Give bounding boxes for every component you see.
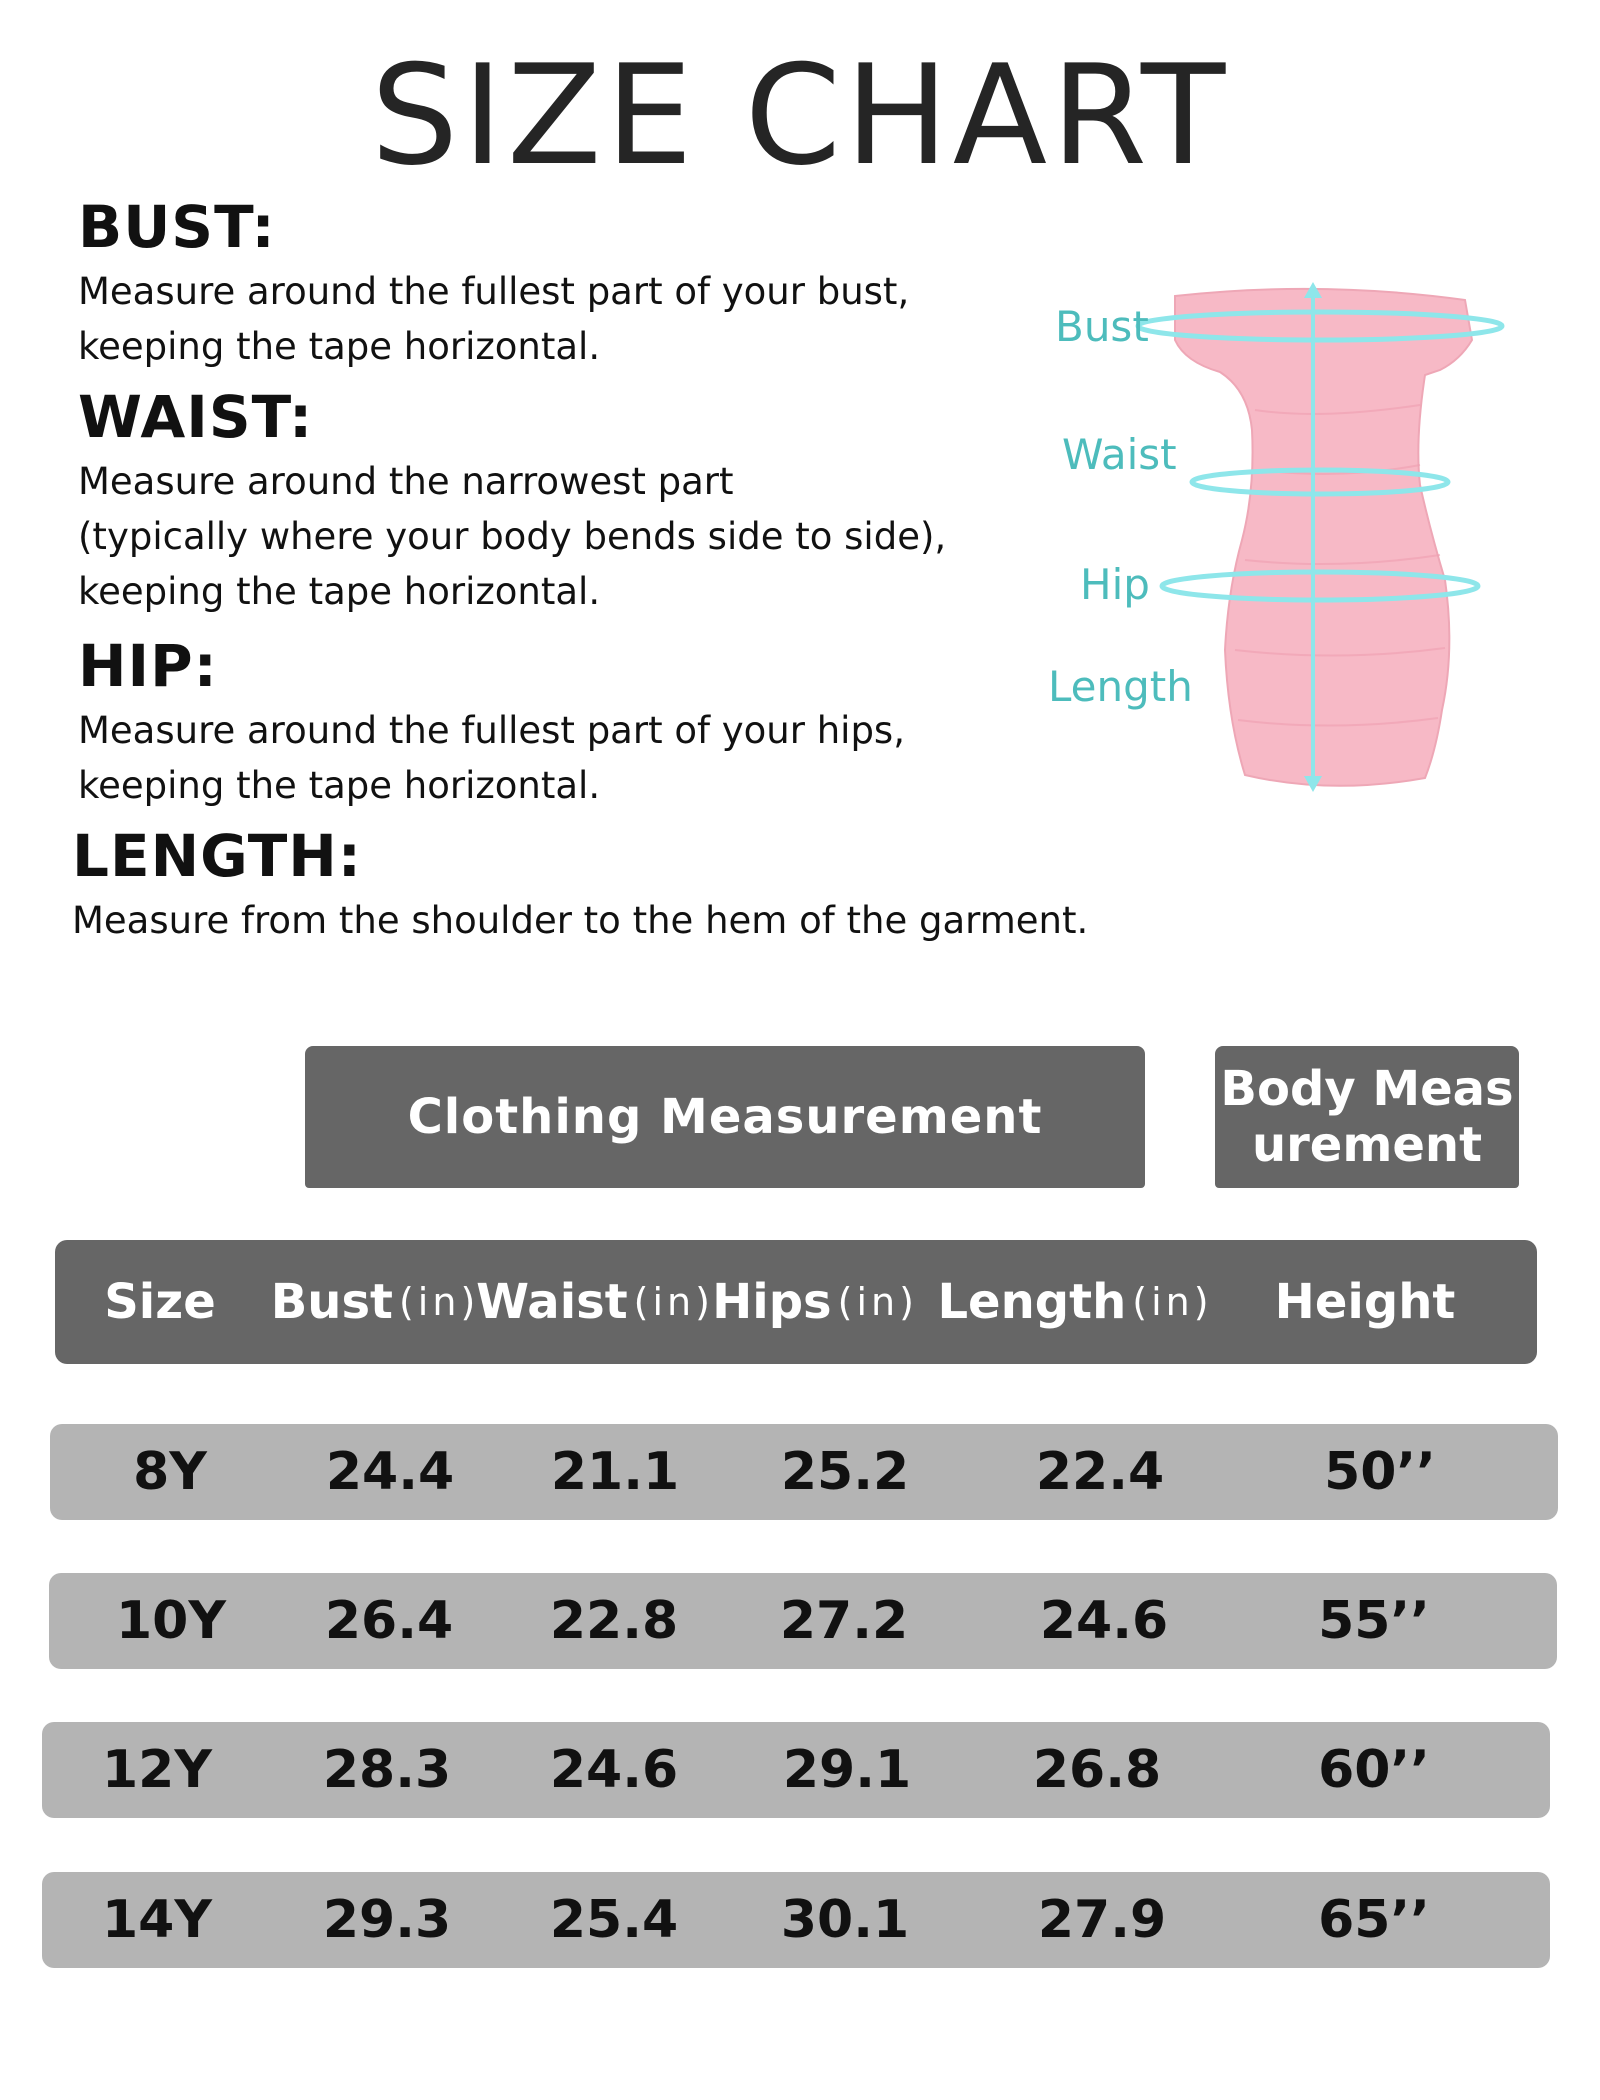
cell-bust: 29.3 [322, 1890, 452, 1950]
cell-height: 60’’ [1318, 1740, 1430, 1800]
table-row [50, 1424, 1558, 1520]
body-measurement-label: Body Measurement [1220, 1061, 1514, 1173]
body-measurement-header [1215, 1046, 1519, 1188]
cell-bust: 26.4 [324, 1591, 454, 1651]
column-header-name: Length [937, 1274, 1127, 1330]
table-row [49, 1573, 1557, 1669]
cell-size: 8Y [133, 1442, 207, 1502]
dress-shape [1175, 289, 1472, 786]
page-title: SIZE CHART [370, 35, 1230, 196]
guide-bust-line: keeping the tape horizontal. [78, 325, 601, 368]
guide-waist-heading: WAIST: [78, 383, 314, 451]
cell-waist: 21.1 [550, 1442, 680, 1502]
guide-bust-text [78, 264, 909, 374]
cell-bust: 24.4 [325, 1442, 455, 1502]
column-header-height [1245, 1240, 1485, 1364]
cell-length: 22.4 [1035, 1442, 1165, 1502]
column-header-name: Size [104, 1274, 216, 1330]
guide-hip-line: Measure around the fullest part of your hips, [78, 709, 905, 752]
column-header-bust [265, 1240, 485, 1364]
cell-size: 12Y [101, 1740, 213, 1800]
column-header-hips [705, 1240, 925, 1364]
column-header-unit: (in) [398, 1280, 480, 1324]
diagram-label-bust: Bust [1055, 302, 1149, 351]
diagram-label-length: Length [1048, 662, 1193, 711]
cell-waist: 25.4 [549, 1890, 679, 1950]
cell-hips: 27.2 [779, 1591, 909, 1651]
diagram-label-waist: Waist [1062, 430, 1177, 479]
cell-length: 26.8 [1032, 1740, 1162, 1800]
guide-length-text [72, 893, 1088, 948]
cell-bust: 28.3 [322, 1740, 452, 1800]
cell-length: 24.6 [1039, 1591, 1169, 1651]
guide-bust-line: Measure around the fullest part of your bust, [78, 270, 910, 313]
column-header-name: Bust [270, 1274, 393, 1330]
column-header-name: Hips [712, 1274, 832, 1330]
guide-hip-text [78, 703, 905, 813]
clothing-measurement-header: Clothing Measurement [305, 1046, 1145, 1188]
dress-diagram [1020, 270, 1560, 810]
guide-waist-line: (typically where your body bends side to side), [78, 515, 947, 558]
cell-waist: 24.6 [549, 1740, 679, 1800]
guide-bust [78, 193, 910, 374]
guide-waist [78, 383, 947, 619]
column-header-unit: (in) [1132, 1280, 1213, 1324]
column-header-unit: (in) [633, 1280, 714, 1324]
cell-size: 14Y [101, 1890, 213, 1950]
column-header-size [55, 1240, 265, 1364]
guide-hip-heading: HIP: [78, 632, 218, 700]
guide-hip [78, 632, 905, 813]
column-header-waist [476, 1240, 714, 1364]
diagram-label-hip: Hip [1080, 560, 1150, 609]
column-header-length [935, 1240, 1215, 1364]
cell-waist: 22.8 [549, 1591, 679, 1651]
cell-height: 55’’ [1318, 1591, 1430, 1651]
guide-length-line: Measure from the shoulder to the hem of the garment. [72, 899, 1089, 942]
cell-hips: 29.1 [782, 1740, 912, 1800]
guide-waist-line: Measure around the narrowest part [78, 460, 734, 503]
cell-size: 10Y [115, 1591, 227, 1651]
table-header [55, 1240, 1537, 1364]
guide-waist-line: keeping the tape horizontal. [78, 570, 601, 613]
guide-length [72, 822, 1089, 948]
guide-length-heading: LENGTH: [72, 822, 363, 890]
guide-waist-text [78, 454, 946, 619]
table-row [42, 1872, 1550, 1968]
guide-hip-line: keeping the tape horizontal. [78, 764, 601, 807]
column-header-name: Waist [476, 1274, 628, 1330]
cell-height: 50’’ [1324, 1442, 1436, 1502]
cell-length: 27.9 [1037, 1890, 1167, 1950]
guide-bust-heading: BUST: [78, 193, 276, 261]
dress-illustration [1020, 270, 1560, 810]
column-header-unit: (in) [837, 1280, 918, 1324]
cell-height: 65’’ [1318, 1890, 1430, 1950]
table-row [42, 1722, 1550, 1818]
cell-hips: 25.2 [780, 1442, 910, 1502]
column-header-name: Height [1274, 1274, 1456, 1330]
cell-hips: 30.1 [780, 1890, 910, 1950]
